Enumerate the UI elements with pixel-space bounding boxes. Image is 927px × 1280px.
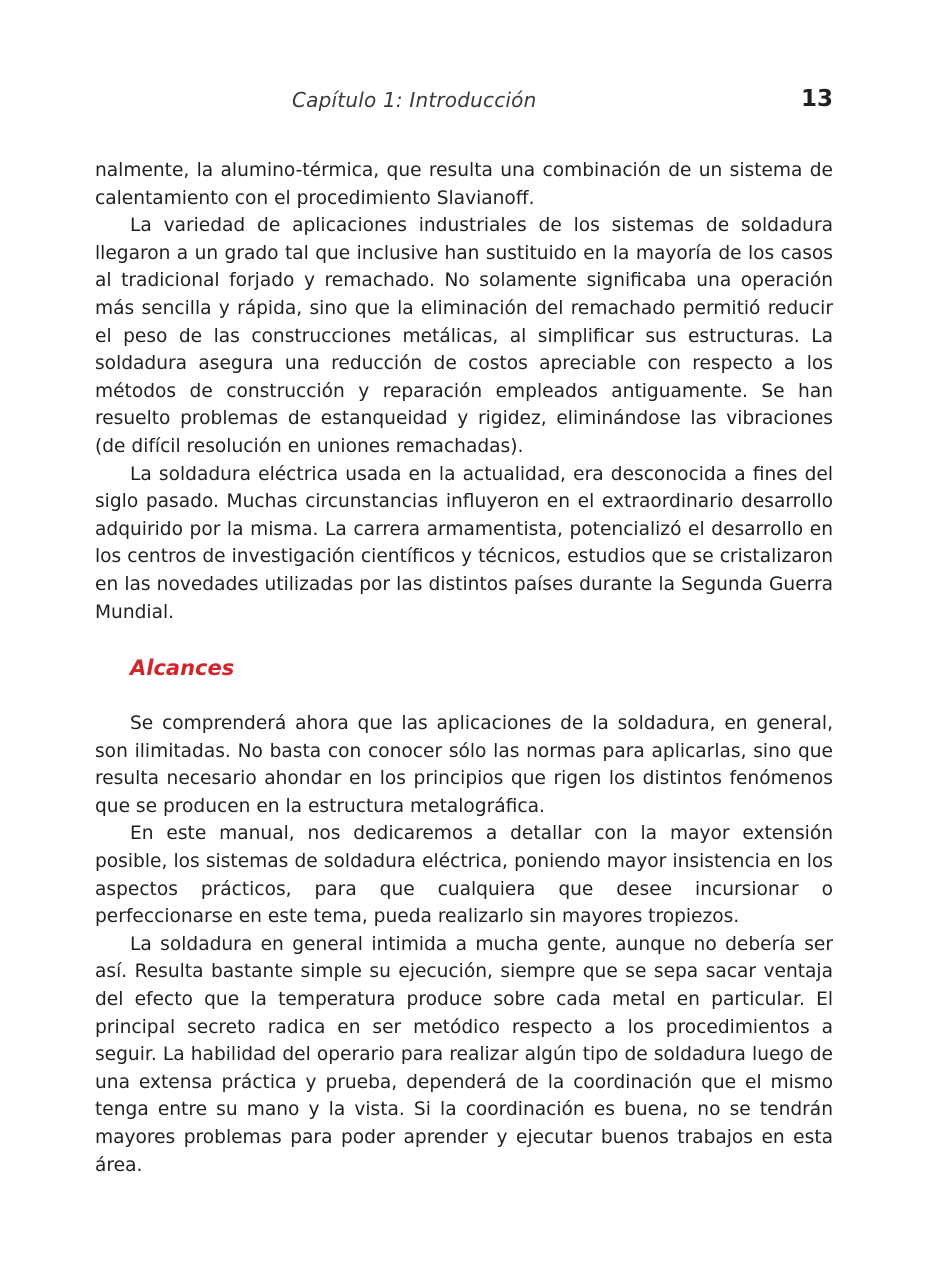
running-head: Capítulo 1: Introducción: [292, 88, 537, 112]
page-body: [95, 157, 833, 1179]
paragraph-manual-purpose: En este manual, nos dedicaremos a detallar con la mayor extensión posible, los sistemas de soldadura eléctrica, poniendo mayor insistencia en los aspectos prácticos, para que cualquiera que desee incursionar o perfeccionarse en este tema, pueda realizarlo sin mayores tropiezos.: [95, 823, 833, 928]
paragraph-industrial-applications: La variedad de aplicaciones industriales de los sistemas de soldadura llegaron a un grado tal que inclusive han sustituido en la mayoría de los casos al tradicional forjado y remachado. No solamente significaba una operación más sencilla y rápida, sino que la eliminación del remachado permitió reducir el peso de las construcciones metálicas, al simplificar sus estructuras. La soldadura asegura una reducción de costos apreciable con respecto a los métodos de construcción y reparación empleados antiguamente. Se han resuelto problemas de estanqueidad y rigidez, eliminándose las vibraciones (de difícil resolución en uniones remachadas).: [95, 215, 833, 457]
paragraph-scope-applications: Se comprenderá ahora que las aplicaciones de la soldadura, en general, son ilimitadas. No basta con conocer sólo las normas para aplicarlas, sino que resulta necesario ahondar en los principios que rigen los distintos fenómenos que se producen en la estructura metalográfica.: [95, 713, 833, 817]
page-header: [95, 86, 833, 116]
paragraph-continuation: nalmente, la alumino-térmica, que resulta una combinación de un sistema de calentamiento con el procedimiento Slavianoff.: [95, 160, 833, 209]
page-number: 13: [800, 86, 833, 112]
section-heading-alcances: Alcances: [130, 656, 235, 681]
paragraph-welding-practice: La soldadura en general intimida a mucha gente, aunque no debería ser así. Resulta bastante simple su ejecución, siempre que se sepa sacar ventaja del efecto que la temperatura produce sobre cada metal en particular. El principal secreto radica en ser metódico respecto a los procedimientos a seguir. La habilidad del operario para realizar algún tipo de soldadura luego de una extensa práctica y prueba, dependerá de la coordinación que el mismo tenga entre su mano y la vista. Si la coordinación es buena, no se tendrán mayores problemas para poder aprender y ejecutar buenos trabajos en esta área.: [95, 933, 833, 1176]
paragraph-electric-welding-history: La soldadura eléctrica usada en la actualidad, era desconocida a fines del siglo pasado. Muchas circunstancias influyeron en el extraordinario desarrollo adquirido por la misma. La carrera armamentista, potencializó el desarrollo en los centros de investigación científicos y técnicos, estudios que se cristalizaron en las novedades utilizadas por las distintos países durante la Segunda Guerra Mundial.: [95, 463, 833, 623]
